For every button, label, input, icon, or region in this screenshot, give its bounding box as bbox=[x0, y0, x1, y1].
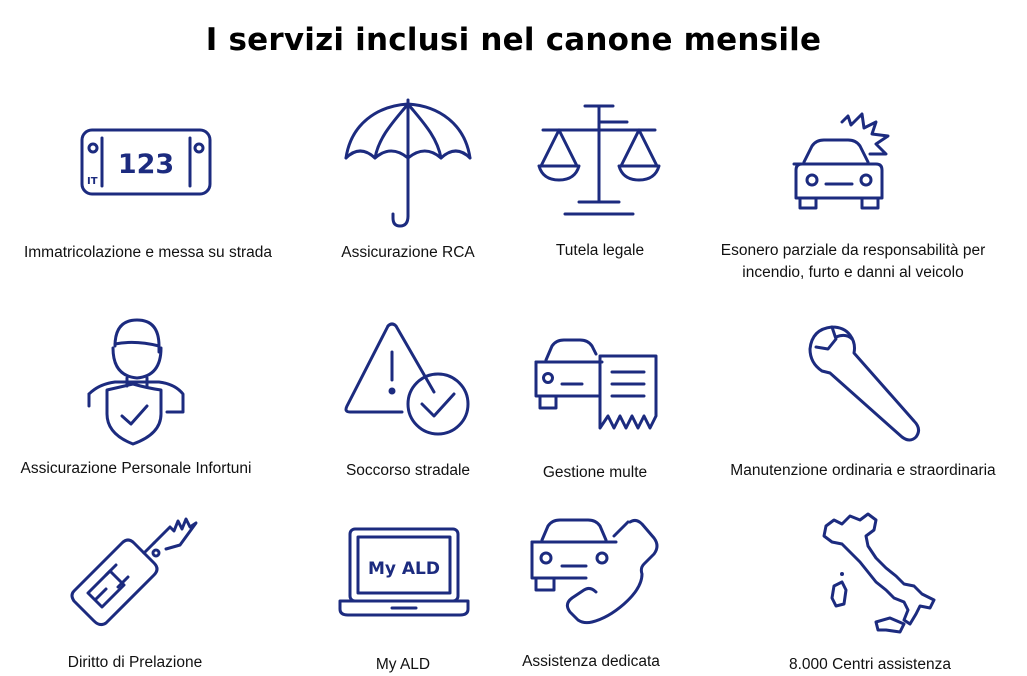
italy-map-icon bbox=[820, 512, 940, 640]
page-title: I servizi inclusi nel canone mensile bbox=[205, 22, 822, 58]
umbrella-icon bbox=[343, 98, 473, 230]
service-label: Soccorso stradale bbox=[345, 462, 471, 479]
person-shield-icon bbox=[85, 318, 185, 446]
service-label: Assicurazione Personale Infortuni bbox=[20, 460, 252, 477]
svg-text:IT: IT bbox=[87, 176, 98, 187]
svg-text:My ALD: My ALD bbox=[367, 559, 441, 579]
warning-check-icon bbox=[342, 322, 472, 438]
car-receipt-icon bbox=[532, 338, 662, 430]
service-label: Esonero parziale da responsabilità per incendio, furto e danni al veicolo bbox=[720, 242, 986, 281]
service-label: Assistenza dedicata bbox=[522, 653, 660, 670]
car-crash-icon bbox=[790, 112, 898, 212]
service-label: 8.000 Centri assistenza bbox=[789, 656, 951, 673]
service-label: Tutela legale bbox=[555, 242, 645, 259]
laptop-icon bbox=[338, 527, 470, 617]
service-label: Assicurazione RCA bbox=[341, 244, 475, 261]
service-label: Immatricolazione e messa su strada bbox=[23, 244, 273, 261]
service-label: Gestione multe bbox=[542, 464, 648, 481]
car-phone-icon bbox=[528, 516, 662, 628]
license-plate-icon bbox=[80, 128, 212, 196]
wrench-icon bbox=[806, 325, 924, 443]
car-key-icon bbox=[70, 515, 200, 625]
scales-of-justice-icon bbox=[537, 104, 661, 218]
service-label: Manutenzione ordinaria e straordinaria bbox=[730, 462, 996, 479]
svg-text:123: 123 bbox=[117, 149, 175, 180]
service-label: Diritto di Prelazione bbox=[67, 654, 203, 671]
service-label: My ALD bbox=[375, 656, 431, 673]
